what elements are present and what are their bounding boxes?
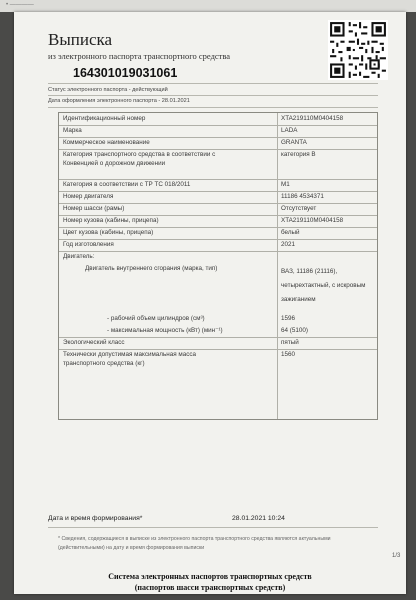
table-row — [59, 251, 377, 263]
row-label: Номер двигателя — [63, 193, 114, 200]
row-label: Идентификационный номер — [63, 115, 146, 122]
row-value: белый — [281, 229, 300, 236]
row-label: Коммерческое наименование — [63, 139, 150, 146]
row-label: - максимальная мощность (кВт) (мин⁻¹) — [107, 327, 223, 334]
qr-code-icon — [328, 20, 388, 80]
row-label: Цвет кузова (кабины, прицепа) — [63, 229, 154, 236]
generation-date-label: Дата и время формирования* — [48, 515, 143, 522]
corner-mark: • ———— — [6, 2, 34, 8]
row-value: 2021 — [281, 241, 296, 248]
row-label: Номер кузова (кабины, прицепа) — [63, 217, 159, 224]
row-value: 1596 — [281, 315, 296, 322]
row-value: LADA — [281, 127, 298, 134]
row-value: ВАЗ, 11186 (21116), четырехтактный, с искровым зажиганием — [281, 268, 366, 303]
row-value: 1560 — [281, 351, 296, 358]
row-value: XTA219110M0404158 — [281, 115, 344, 122]
vehicle-data-table — [58, 112, 378, 420]
passport-status: Статус электронного паспорта - действующий — [48, 87, 168, 93]
divider — [48, 83, 378, 84]
row-label: Экологический класс — [63, 339, 125, 346]
table-row — [59, 149, 377, 180]
table-row — [59, 349, 377, 419]
document-sheet — [14, 12, 406, 594]
row-value: 11186 4534371 — [281, 193, 324, 200]
row-label: Двигатель внутреннего сгорания (марка, тип) — [85, 265, 218, 272]
row-value: категория В — [281, 151, 316, 158]
row-label: Номер шасси (рамы) — [63, 205, 125, 212]
table-row — [59, 313, 377, 325]
row-value: XTA219110M0404158 — [281, 217, 344, 224]
page-number: 1/3 — [392, 553, 401, 559]
row-label: Категория транспортного средства в соответствии с Конвенцией о дорожном движении — [63, 151, 216, 167]
row-value: Отсутствует — [281, 205, 317, 212]
row-label: Технически допустимая максимальная масса транспортного средства (кг) — [63, 351, 197, 367]
row-label: Категория в соответствии с ТР ТС 018/2011 — [63, 181, 191, 188]
row-label: Год изготовления — [63, 241, 114, 248]
generation-date-value: 28.01.2021 10:24 — [232, 515, 285, 522]
scan-top-strip — [0, 0, 416, 12]
table-row — [59, 263, 377, 313]
row-label: - рабочий объем цилиндров (см³) — [107, 315, 205, 322]
row-value: пятый — [281, 339, 299, 346]
row-label: Марка — [63, 127, 82, 134]
footnote: * Сведения, содержащиеся в выписке из электронного паспорта транспортного средства являются актуальными (действительными) на дату и время формирования выписки — [58, 536, 331, 551]
document-subtitle: из электронного паспорта транспортного средства — [48, 51, 231, 61]
document-title: Выписка — [48, 30, 113, 49]
divider — [48, 95, 378, 96]
system-title-line1: Система электронных паспортов транспортных средств — [108, 572, 312, 581]
divider — [48, 527, 378, 528]
issue-date: Дата оформления электронного паспорта - 28.01.2021 — [48, 98, 190, 104]
row-value: 64 (5100) — [281, 327, 308, 334]
divider — [48, 107, 378, 108]
row-value: GRANTA — [281, 139, 307, 146]
system-title-line2: (паспортов шасси транспортных средств) — [134, 583, 286, 592]
row-value: M1 — [281, 181, 290, 188]
document-number: 164301019031061 — [73, 66, 178, 80]
row-label: Двигатель: — [63, 253, 95, 260]
